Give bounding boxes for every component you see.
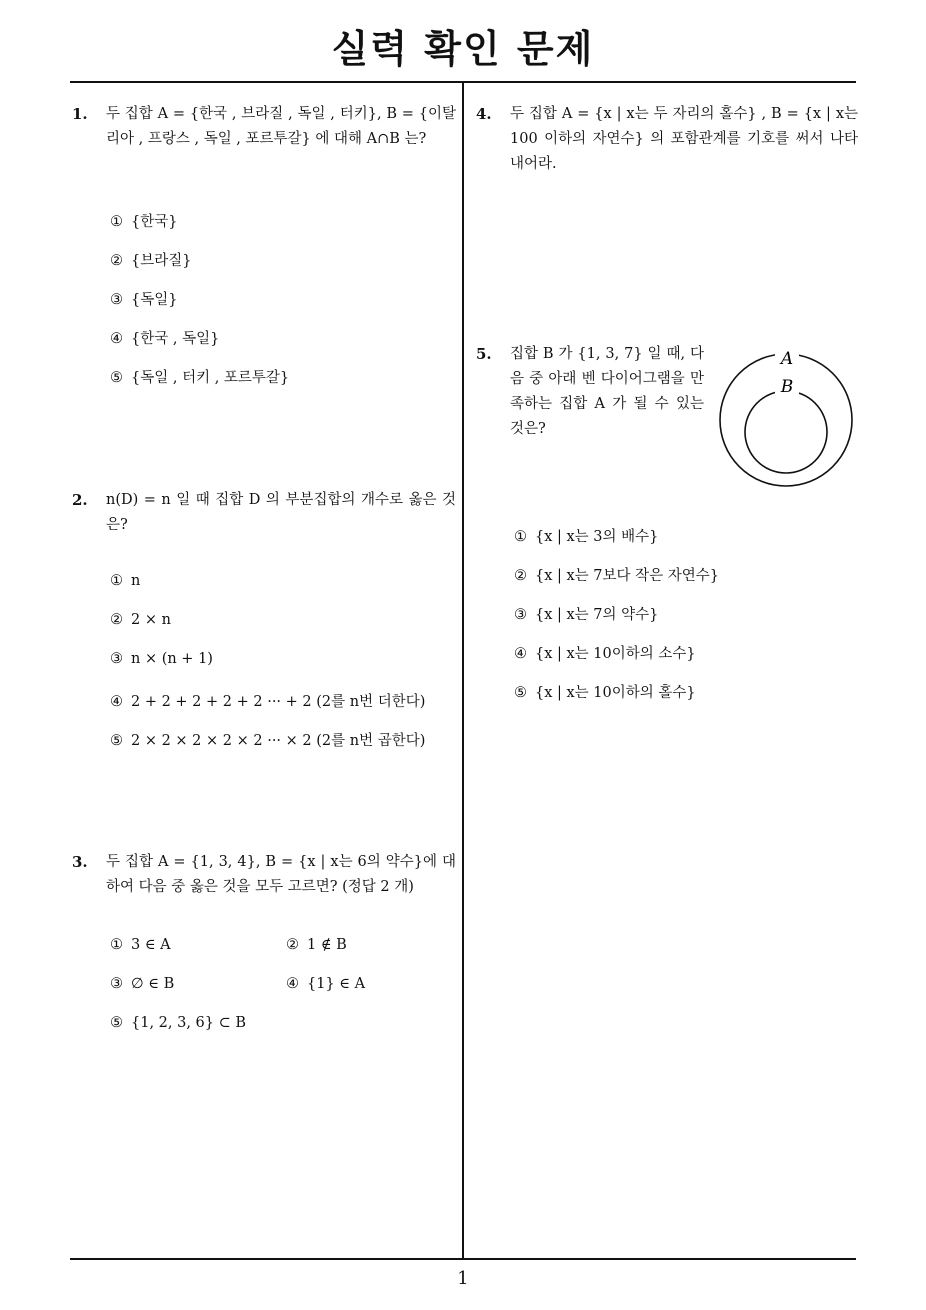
option-text: {1, 2, 3, 6} ⊂ B <box>131 1015 247 1031</box>
question-stem: 집합 B 가 {1, 3, 7} 일 때, 다음 중 아래 벤 다이어그램을 만족하는 집합 A 가 될 수 있는 것은? <box>510 346 704 437</box>
option-text: {1} ∈ A <box>307 976 366 992</box>
option-text: {한국 , 독일} <box>131 331 220 347</box>
question-4 <box>476 102 858 177</box>
option-1[interactable] <box>110 937 171 953</box>
option-2[interactable] <box>286 937 347 953</box>
option-5[interactable] <box>514 681 696 702</box>
question-number: 2. <box>72 491 88 509</box>
option-mark: ③ <box>110 651 123 667</box>
inner-circle <box>745 391 827 473</box>
option-mark: ④ <box>110 694 123 710</box>
option-mark: ② <box>514 568 527 584</box>
question-stem: 두 집합 A = {1, 3, 4}, B = {x | x는 6의 약수}에 대하여 다음 중 옳은 것을 모두 고르면? (정답 2 개) <box>106 854 456 895</box>
option-text: {x | x는 3의 배수} <box>535 529 659 545</box>
option-mark: ③ <box>110 292 123 308</box>
option-mark: ① <box>110 214 123 230</box>
option-mark: ② <box>110 612 123 628</box>
option-mark: ④ <box>514 646 527 662</box>
option-4[interactable] <box>286 976 365 992</box>
outer-circle <box>720 354 852 486</box>
option-text: {브라질} <box>131 253 192 269</box>
page-title: 실력 확인 문제 <box>331 27 595 71</box>
question-stem: 두 집합 A = {한국 , 브라질 , 독일 , 터키}, B = {이탈리아 , 프랑스 , 독일 , 포르투갈} 에 대해 A∩B 는? <box>106 106 456 147</box>
bottom-rule <box>70 1258 856 1260</box>
question-stem: n(D) = n 일 때 집합 D 의 부분집합의 개수로 옳은 것은? <box>106 492 456 533</box>
inner-set-label: B <box>780 377 794 397</box>
option-text: 2 + 2 + 2 + 2 + 2 ··· + 2 (2를 n번 더한다) <box>131 694 426 710</box>
option-mark: ③ <box>514 607 527 623</box>
option-4[interactable] <box>110 690 425 711</box>
option-1[interactable] <box>110 573 140 589</box>
option-3[interactable] <box>110 976 174 992</box>
option-4[interactable] <box>110 327 219 348</box>
option-mark: ① <box>110 573 123 589</box>
column-divider <box>462 83 464 1258</box>
option-mark: ④ <box>110 331 123 347</box>
question-number: 5. <box>476 345 492 363</box>
option-4[interactable] <box>514 642 696 663</box>
option-3[interactable] <box>110 651 213 667</box>
option-5[interactable] <box>110 366 289 387</box>
question-1 <box>72 102 456 152</box>
option-mark: ④ <box>286 976 299 992</box>
option-mark: ⑤ <box>110 1015 123 1031</box>
option-mark: ③ <box>110 976 123 992</box>
option-text: {한국} <box>131 214 178 230</box>
option-text: 2 × n <box>131 612 171 628</box>
option-text: ∅ ∈ B <box>131 976 175 992</box>
option-text: {독일 , 터키 , 포르투갈} <box>131 370 290 386</box>
option-mark: ⑤ <box>110 370 123 386</box>
outer-set-label: A <box>780 349 794 369</box>
option-text: 2 × 2 × 2 × 2 × 2 ··· × 2 (2를 n번 곱한다) <box>131 733 426 749</box>
option-mark: ① <box>514 529 527 545</box>
option-text: {x | x는 7의 약수} <box>535 607 659 623</box>
option-5[interactable] <box>110 729 425 750</box>
question-number: 3. <box>72 853 88 871</box>
option-2[interactable] <box>110 612 171 628</box>
option-3[interactable] <box>514 603 658 624</box>
option-2[interactable] <box>110 249 191 270</box>
option-text: n <box>131 573 141 589</box>
option-text: {x | x는 10이하의 홀수} <box>535 685 696 701</box>
option-5[interactable] <box>110 1015 246 1031</box>
question-5 <box>476 342 704 442</box>
option-2[interactable] <box>514 564 719 585</box>
question-3 <box>72 850 456 900</box>
option-mark: ⑤ <box>514 685 527 701</box>
question-number: 4. <box>476 105 492 123</box>
page-number: 1 <box>457 1268 469 1289</box>
option-mark: ⑤ <box>110 733 123 749</box>
question-2 <box>72 488 456 538</box>
question-number: 1. <box>72 105 88 123</box>
option-text: n × (n + 1) <box>131 651 213 667</box>
venn-diagram <box>716 346 856 488</box>
option-mark: ① <box>110 937 123 953</box>
option-text: {x | x는 7보다 작은 자연수} <box>535 568 720 584</box>
option-3[interactable] <box>110 288 177 309</box>
option-text: {독일} <box>131 292 178 308</box>
option-text: 3 ∈ A <box>131 937 171 953</box>
option-mark: ② <box>110 253 123 269</box>
option-mark: ② <box>286 937 299 953</box>
option-1[interactable] <box>514 525 658 546</box>
option-text: {x | x는 10이하의 소수} <box>535 646 696 662</box>
option-text: 1 ∉ B <box>307 937 347 953</box>
question-stem: 두 집합 A = {x | x는 두 자리의 홀수} , B = {x | x는 100 이하의 자연수} 의 포함관계를 기호를 써서 나타내어라. <box>510 106 858 172</box>
option-1[interactable] <box>110 210 177 231</box>
